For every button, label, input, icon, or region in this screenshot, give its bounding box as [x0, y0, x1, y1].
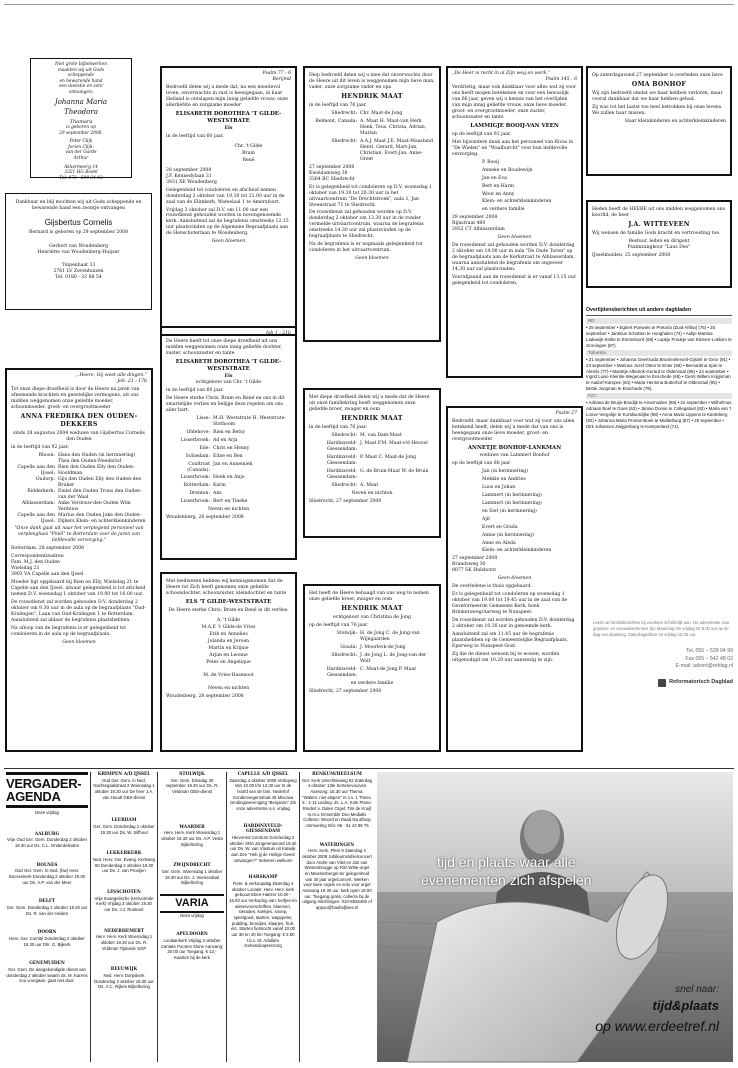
family-list: Rhoon: Hans den Ouden (in herinnering) Thea den Ouden-Neederlof Capelle aan den IJssel: Rien den Ouden Elly den Ouden-Hoofdman Oudorp: Gijs den Ouden Elly den Ouden-den Bruker Ridderkerk: Emiel den Ouden Truus den Ouden-van der Waal Alblasserdam: Anke Verdouw-den Ouden Wim Verdouw Capelle aan den IJssel: Marius den Ouden Joke den Ouden-Dijkers Klein- en achterkleinkinderen	[17, 452, 146, 524]
baby-name: Gijsbertus Cornelis	[44, 217, 113, 227]
deceased-name: ELISABETH DOROTHEA 'T GILDE-WESTSTRATE	[175, 110, 282, 124]
obituary-maat-3: Het heeft de Heere behaagd van ons weg te nemen onze geliefde broer, zwager en oom HENDRIK MAAT echtgenoot van Christina de Jong op de leeftijd van 76 jaar. Stolwijk: H. de Jong C. de Jong-van Wijngaarden Gouda: J. Moorlevk-de Jong Sliedrecht: J. de Jong L. de Jong-van der Wolf Hardinxveld-Giessendam: C. Maat-de Jong P. Maat en verdere familie Sliedrecht, 27 september 2008	[303, 584, 441, 752]
varia-title: VARIA	[160, 894, 224, 913]
section-rule	[4, 768, 734, 769]
top-rule	[4, 4, 734, 5]
death-notices-title: Overlijdensberichten uit andere dagbladen	[586, 307, 732, 316]
deceased-name: ELS 'T GILDE-WESTSTRATE	[185, 598, 272, 605]
birth-intro: Dankbaar en blij mochten wij uit Gods scheppende en bewarende hand een zoontje ontvangen	[15, 200, 142, 211]
rd-logo-icon	[658, 679, 666, 687]
agenda-col-1: VERGADER- AGENDA Deze vrijdag AALBURG Vrije Oud Ger. Gem. Donderdag 2 oktober 19.30 uur Ds. C.L. Onderdelinden BOLNES Oud Ger. Gem. in Ned. (bw) Herv. Bocsenkerk Donderdag 2 oktober 19.30 uur Ds. A.P. van der Meer DELFT Ger. Gem. Donderdag 2 oktober 19.30 uur Ds. R. van der Heiden DOORN Herv. Ger. Comité Donderdag 2 oktober 19.30 uur Dhr. G. Bijkerk GENEMUIDEN Ger. Gem. De aangekondigde dienst van donderdag 2 oktober waarin ds. M. Karens zou voorgaan, gaat niet door.	[6, 772, 88, 1062]
ad-brand: tijd&plaats	[652, 998, 719, 1013]
agenda-divider	[90, 772, 91, 1062]
deceased-name: OMA BONHOF	[631, 80, 687, 88]
email-link[interactable]: E-mail: advert@refdag.nl	[675, 663, 733, 670]
fax: Fax 055 – 542 48 02	[685, 655, 733, 662]
baby-name: Johanna Maria	[54, 98, 108, 107]
section-nd: ND	[586, 318, 732, 324]
notice-oma-bonhof: Op zaterdagavond 27 september is overleden onze lieve OMA BONHOF Wij zijn bedroefd omdat we haar hebben verloren, maar vooral dankbaar dat we haar hebben gehad. Zij was tot het laatst toe heel betrokken bij onze levens. We zullen haar missen. Haar kleinkinderen en achterkleinkinderen	[586, 66, 732, 176]
deceased-name: ANNETJE BONHOF-LANKMAN	[467, 444, 562, 451]
obituary-t-gilde-3: Met leedwezen hebben wij kennisgenomen dat de Heere tot Zich heeft genomen onze geliefde schoondochter, schoonzuster, kleindochter en tante ELS 'T GILDE-WESTSTRATE De Heere sterke Chris, Bram en René in dit verlies. A. 't Gilde M.A.F. 't Gilde-de Vries Erik en Annelies Jolanda en Jeroen Martin en Krijnie Arjan en Leonne Peter en Angelique M. de Vries-Hasenoot Neven en nichten Woudenberg, 28 september 2008	[160, 572, 297, 752]
deceased-name: HENDRIK MAAT	[341, 604, 403, 612]
agenda-divider	[226, 772, 227, 1062]
agenda-col-4: CAPELLE A/D IJSSEL Zaterdag 4 oktober 2008 Verkoping Van 10.00 t/m 13.30 uur In de hoofd van de fam. Nederlof Gondenvegenstraat 45 Mixcasa zendingsvereniging "Benjamin" Zie onze advertentie a.s. vrijdag HARDINXVELD-GIESSENDAM Hervormd Centrum Donderdag 2 oktober SRA Jongerenavond 19.30 uur Ds. W. van Vlastuin uit Katwijk aan Zee "Heb jij de Heilige Geest ontvangen?" Iedereen welkom! HARSKAMP Fiets- & verkoopdag Zaterdag 4 oktober Locatie: Herv. Herv. kerk gebouw Eben-Haëzer 10.00 - 15.00 uur Verkoping van: kerfjes-en wintervoorschriften, bloemen, sieraden, koekjes, snoep, speelgoed, taarten, wapppeler, pudding, broodjes, klaarjes, fruit, etc. Starten fietstocht vanaf 10.00 uur 30 en 40 km Toegang: € 2,50 t.b.v. St. Adullam Gehandicaptenzorg	[229, 772, 297, 949]
baby-name-2: Theodora	[64, 107, 98, 116]
obituary-t-gilde-1: Psalm 77 : 6 Berijmd Bedroefd delen wij u mede dat, na een moeitevol leven, onverwachts in rust is heengegaan, in haar Heiland is ontslapen mijn innig geliefde vrouw, onze allerliefste en zorgzame moeder ELISABETH DOROTHEA 'T GILDE-WESTSTRATE Els in de leeftijd van 60 jaar. Chr. 't Gilde Bram René 28 september 2008 J.F. Kennedylaan 31 3931 XE Woudenberg Gelegenheid tot condoleren en afscheid nemen donderdag 2 oktober van 19.30 tot 21.00 uur in de zaal van de Elimkerk, Wateelaal 1 te Amersfoort. Vrijdag 3 oktober zal D.V. om 11.00 uur een rouwdienst gehouden worden in bovengenoemde kerk. Aansluitend zal de begrafenis omstreeks 12.15 uur plaatsvinden op de Algemene Begraafplaats aan de Henschoterlaan te Woudenberg. Geen bloemen	[160, 66, 297, 336]
obituary-bonhof: Psalm 27 Bedroefd, maar dankbaar voor wat zij voor ons allen betekend heeft, delen wij u mede dat van ons is heengegaan onze lieve moeder, groot- en overgrootmoeder ANNETJE BONHOF-LANKMAN weduwe van Lammert Bonhof op de leeftijd van 88 jaar. Jan (in herinnering) Mekkie en Andries Luus en Johan Lammert (in herinnering) Lammert (in herinnering) en Siet (in herinnering) Ajit Evert en Grada Annie (in herinnering) Anne en Aleda Klein- en achterkleinkinderen 27 september 2008 Brandsweg 30 8077 SK Hulshorst Geen bloemen De overledene is thuis opgebaard. Er is gelegenheid tot condoleren op woensdag 1 oktober van 19.00 tot 19.45 uur in de zaal van de Gereformeerde Gemeente Kerk, hoek Brinkersweg/Aarweg te Nunspeet. De rouwdienst zal worden gehouden D.V. donderdag 2 oktober om 10.30 uur in genoemde kerk. Aansluitend zal om 11.45 uur de begrafenis plaatshebben op de Gemeentelijke Begraafplaats, Eperweg te Nunspeet-Oost. Zij die de dienst wensen bij te wonen, worden uitgenodigd om 10.20 uur aanwezig te zijn.	[446, 406, 583, 752]
deceased-name: ANNA FREDRIKA DEN OUDEN-DEKKERS	[20, 412, 138, 428]
notice-witteveen: Heden heeft de HEERE uit ons midden weggenomen ons koorlid, de heer J.A. WITTEVEEN Wij wensen de familie Gods kracht en vertroosting toe. Bestuur, leden en dirigent Psalmzangkoor "Laus Deo" IJsselmuiden, 25 september 2008	[586, 200, 732, 288]
obituary-t-gilde-2: Job 1 : 21b De Heere heeft tot onze diepe droefheid uit ons midden weggenomen onze innig geliefde dochter, zuster, schoonzuster en tante ELISABETH DOROTHEA 'T GILDE-WESTSTRATE Els echtgenote van Chr. 't Gilde in de leeftijd van 60 jaar. De Heere sterke Chris, Bram en René en ons in dit smartelijke verlies en belijge deze regelen om ons aller hart. Lisse: M.H. Weststrate H. Weststrate-Slothoom Oldehove: Rien en Betsy Lisserbroek: Ad en Arja Ede: Chris en Henny Schiedam: Eline en Ben Coaltrust (Canada): Jan en Annemiek Lisserbroek: Henk en Anjo Botterdam: Karin Drenten: Ans Lisserbroek: Bert en Tineke Neven en nichten Woudenberg, 28 september 2008	[160, 326, 297, 560]
agenda-col-5: RENKUM/HEELSUM Ger. Kerk Utrechtseweg 92 Zaterdag 4 oktober 13te Sertenevooivsn Aanvang: 16.30 uur Thema: "Walem. niet slapen" m.n.v. 1 Thess. 5 : 1-11 Leiding: ds. L.A. Kole Piano: Rindert v. Dalen Orgel: Tim de Kruijf m.m.v. Ensemble Deo Medialls Collecte: Woord en Daad Na afloop ontmoeting Info: 06 - 51 42 89 76 WATERINGEN Herv. Kerk, Plein 9 Zaterdag 4 oktober 2008 Jubileumslofselconcert door Andre van Vliet en Jan van Westenbrugge op Ritz-Witte-orgel en Meesterbergel ter gelegenheid van 40 jaar orgelconcert. Werken voor twee orgels en solo voor orgel Aanvang 19.30 uur, kerk open 19.00 uur. Toegang gratis, collecte bij de uitgang Inlichtingen: 010-5925460 of appoo@haubs[lives.nl	[302, 772, 372, 911]
deceased-name: ELISABETH DOROTHEA 'T GILDE-WESTSTRATE	[175, 358, 282, 372]
death-notices-other-papers: Overlijdensberichten uit andere dagbladen ND • 25 september • Egbert Poewels te Pretoria (Zuid-Afrika) (76) • 25 september • Jantinus Schutten te Hooghalen (74) • Aaltje Martina Ladewijk-Stolte te Emmeloord (69) • Lupkje Froukje van Kleinen-Lokkien te Groningen (87). Tubantia • 21 september • Johanna Geertruida Brummelervelt-Gijsink te Geor (91) • 23 september • Marinus Jozef Otten te Enter (58) • Bernardina Spie te Almelo (77) • Mariëtje Alberink-Gerard te Oldenzaal (88) • 24 september • Ingrid Luise Kleintie-Wegenaar te Enschede (68) • Gerrit Willem Krijgsman te Aadorf-Kampen (84) • Maria Hermina Butterhof te Oldenzaal (95) • Bettie Jongman te Enschede (79). PZC • Adriana de Bruijn-Bosdijk te Arnemuiden (86) • 24 september • Wilhelmus Adriaan Boel te Goes (62) • Jannie Donse te Collegabuit (83) • Maria van 't Loove-Vergoltje te Kortdwordijke (88) • Anna Maria Lippens te Kanteberg (92) • Johanna Maria Pronse-Boek te Middelburg (87) • 25 september • Dirk Johannes Zwijgenburg te Kamperland (71).	[586, 307, 732, 429]
telephone: Tel. 055 – 538 04 99	[685, 648, 733, 655]
obituary-maat-1: Diep bedroefd delen wij u mee dat onverwachts door de Heere uit dit leven is weggenomen mijn lieve man, vader, onze zorgzame vader en opa HENDRIK MAAT in de leeftijd van 76 jaar. Sliedrecht: Chr. Maat-de Jong Belmont, Canada: A. Maat H. Maat-van Herk Henk, Teus, Christa, Adrian, Marian Sliedrecht: A.A.J. Maat J.E. Maat-Maasland Henri, Gerard, Mart-Jan, Christian, Evert-Jan, Anne-Greet 27 september 2008 Kweldamweg 38 3364 BC Sliedrecht Er is gelegenheid tot condoleren op D.V. woensdag 1 oktober van 19.30 tot 20.30 uur in het uitvaartcentrum "De Drechtstroek", aula 1, Jan Steenstraat 71 te Sliedrecht. De rouwdienst zal gehouden worden op D.V. donderdag 2 oktober om 13.30 uur in de ronder vermelde uitvaartcentrum, waarna de begrafenis omstreeks 14.30 uur zal plaatsvinden op de begraafplaats te Sliedrecht. Na de begrafenis is er nogmaals gelegenheid tot condoleren in het uitvaartcentrum. Geen bloemen	[303, 66, 441, 342]
family-list: Sliedrecht: Chr. Maat-de Jong Belmont, Canada: A. Maat H. Maat-van Herk Henk, Teus, Christa, Adrian, Marian Sliedrecht: A.A.J. Maat J.E. Maat-Maasland Henri, Gerard, Mart-Jan, Christian, Evert-Jan, Anne-Greet	[315, 110, 433, 162]
ad-url-link[interactable]: op www.erdeetref.nl	[595, 1018, 719, 1034]
agenda-title: VERGADER- AGENDA	[6, 772, 88, 808]
family-list: Sliedrecht: M. van Dam-Maat Hardinxveld-Giessendam: J. Maat P.M. Maat-v/d Heuvel Hardinxveld-Giessendam: P. Maat C. Maat-de Jong Hardinxveld-Giessendam: G. de Bruin-Maat W. de Bruin Sliedrecht: A. Maat	[326, 432, 429, 488]
agenda-divider	[299, 772, 300, 1062]
logo-text: Reformatorisch Dagblad	[669, 678, 733, 685]
obituary-booij: „De Heer is recht in al Zijn weg en werk.” Psalm 145 : 6 Verdrietig, maar ook dankbaar voor alles wat zij voor ons heeft mogen betekenen en voor een bewuslijk van 66 jaar, geven wij u kennis van het overlijden van mijn innig geliefde vrouw, onze lieve moeder, groot- en overgrootmoeder, onze zuster, schoonzuster en tante LAMMIGJE BOOIJ-VAN VEEN op de leeftijd van 92 jaar. Met bijzondere dank aan het personeel van Rivas in "De Wielen" en "Waalburcht" voor hun liefdevolle verzorging. P. Booij Anneke en Boudewijn Jan en Eva Bert en Harm Wout en Anny Klein- en achterkleinkinderen en verdere familie 28 september 2008 Rijnstraat 480 2952 CT Alblasserdam Geen bloemen De rouwdienst zal gehouden worden D.V. donderdag 2 oktober om 14.00 uur in aula "De Oude Toren" op de begraafplaats aan de Kerkstraat te Alblasserdam, waarna aansluitend de begrafenis om ongeveer 14.30 uur zal plaatsvinden. Voorafgaand aan de rouwdienst is er vanaf 13.15 uur gelegenheid tot condoleren.	[446, 66, 583, 378]
advertising-info: Leest uw familieberichten bij voorkeur schriftelijk aan. De advertentie voor gepaste- en rouwadvertenties zijn Maandag t/m vrijdag tot 9.00 uur op de dag van plaatsing. Zaterdagedition tot vrijdag 16.30 uur. Tel. 055 – 538 04 99 Fax 055 – 542 48 02 E-mail: advert@refdag.nl Reformatorisch Dagblad	[593, 620, 733, 685]
section-pzc: PZC	[586, 393, 732, 399]
deceased-name: HENDRIK MAAT	[341, 414, 403, 422]
birth-notice-gijsbertus: Dankbaar en blij mochten wij uit Gods scheppende en bewarende hand een zoontje ontvangen Gijsbertus Cornelis Bernard is geboren op 29 september 2008 Gerbert van Woudenberg Henriëtte van Woudenberg-Huijzer Tinpenhaat 33 2761 LV Zevenhuizen Tel. 0180 - 32 88 54	[5, 193, 152, 310]
deceased-name: J.A. WITTEVEEN	[628, 220, 690, 228]
agenda-col-2: KRIMPEN A/D IJSSEL Oud Ger. Gem. in Ned. Nachtegaalstraat 2 Woensdag 1 oktober 19.30 uur De heer J.A. van Houdt GBS-dienst LEERDAM Ger. Gem. Donderdag 2 oktober 19.30 uur Ds. W. Silfhout LEKKERKERK Ned. Herv. Ger. Evang. Kerkweg 60 Donderdag 2 oktober 19.30 uur Ds. J. van Prooijen LINSCHOTEN Vrije Evangelische (Hervormde Kerk) Vrijdag 3 oktober 19.30 uur Ds. J.J. Roeleart NEDERHEMERT Herv. Herv. Kerk Woensdag 1 oktober 19.30 uur Ds. R. Veldman Tijdeede SGP REEUWIJK Ned. Herv. Dorpskerk Donderdag 2 oktober 19.30 uur Ds. A.C. Rijken Bijbellezing	[93, 772, 156, 990]
birth-notice-thamara: Niet grote bijbelwerken maakten wij uit Gods scheppende en bewarende hand een doelstie en zonr ontvangen: Johanna Maria Theodora Thamara is geboren op 29 september 2008. Peter Clijk Jorien Clijk- van der Garde Arthur Akkermeerg 14 3321 HG Bodel Tel. 073 - 599 34 63	[30, 58, 132, 178]
obituary-maat-2: Met diepe droefheid delen wij u mede dat de Heere uit onze familiekring heeft weggenomen onze geliefde broer, zwager en oom HENDRIK MAAT in de leeftijd van 76 jaar. Sliedrecht: M. van Dam-Maat Hardinxveld-Giessendam: J. Maat P.M. Maat-v/d Heuvel Hardinxveld-Giessendam: P. Maat C. Maat-de Jong Hardinxveld-Giessendam: G. de Bruin-Maat W. de Bruin Sliedrecht: A. Maat Neven en nichten Sliedrecht, 27 september 2008	[303, 388, 441, 538]
ad-tagline-1: tijd en plaats waar alle	[437, 854, 576, 870]
event-advertisement[interactable]	[377, 772, 733, 1062]
ad-tagline-2: evenementen zich afspelen	[421, 872, 592, 888]
baby-nickname: Thamara	[69, 118, 93, 125]
section-tubantia: Tubantia	[586, 350, 732, 356]
deceased-name: LAMMIGJE BOOIJ-VAN VEEN	[470, 122, 559, 129]
ad-snel-naar: snel naar:	[675, 984, 719, 995]
obituary-den-ouden: „ Heere, Gij weet alle dingen.” Joh. 21 : 17b Tot onze diepe droefheid is door de Heere na jaren van afnemende krachten en geestelijke vermogens, uit ons midden weggenomen onze geliefde moeder, schoonmoeder, groot- en overgrootmoeder ANNA FREDRIKA DEN OUDEN-DEKKERS sinds 28 augustus 2004 weduwe van Gijsbertus Cornelis den Ouden in de leeftijd van 92 jaar. Rhoon: Hans den Ouden (in herinnering) Thea den Ouden-Neederlof Capelle aan den IJssel: Rien den Ouden Elly den Ouden-Hoofdman Oudorp: Gijs den Ouden Elly den Ouden-den Bruker Ridderkerk: Emiel den Ouden Truus den Ouden-van der Waal Alblasserdam: Anke Verdouw-den Ouden Wim Verdouw Capelle aan den IJssel: Marius den Ouden Joke den Ouden-Dijkers Klein- en achterkleinkinderen "Onze dank gaat uit naar het verplegend personeel van verpleeghuis "Pniël" te Rotterdam voor de jaren van liefdevolle verzorging." Rotterdam, 28 september 2008 Correspondentieadres: Fam. M.J. den Ouden Wielsdag 21 3903 VA Capelle aan den IJssel Moeder ligt opgebaard bij Rien en Elly, Wielsdag 21 te Capelle aan den IJssel, alwaar gelegenheid is tot afscheid nemen D.V. woensdag 1 oktober van 19.00 tot 16.00 uur. De rouwdienst zal worden gehouden D.V. donderdag 2 oktober om 9.30 uur in de aula op de begraafplaats "Oud-Kralingen", Laan van Oud-Kralingen 1 te Rotterdam. Aansluitend zal aldaar de begrafenis plaatshebben. Na afloop van de begrafenis is er gelegenheid tot condoleren in de aula op de begraafplaats. Geen bloemen	[5, 368, 153, 752]
agenda-col-3: STOLWIJK Ger. Gem. Dinsdag 30 september 19.30 uur Ds. R. Veldman GBS-dienst WAARDER Herv. Herv. Kerk Woensdag 1 oktober 19.30 uur Ds. A.P. Vesta Bijbellezing ZWIJNDRECHT Ger. Gem. Woensdag 1 oktober 19.30 uur Ds. J. Veenendaal Bijbellezing VARIA Deze vrijdag APELDOORN Loolaankerk Vrijdag 3 oktober Cantate Poortes Slone Aanvang: 20.00 uur Toegang: € 12,- Kaarten bij de kerk	[160, 772, 224, 960]
family-list: Stolwijk: H. de Jong C. de Jong-van Wijngaarden Gouda: J. Moorlevk-de Jong Sliedrecht: J. de Jong L. de Jong-van der Wolf Hardinxveld-Giessendam: C. Maat-de Jong P. Maat	[326, 630, 427, 678]
agenda-divider	[157, 772, 158, 1062]
family-list: Lisse: M.H. Weststrate H. Weststrate-Slothoom Oldehove: Rien en Betsy Lisserbroek: Ad en Arja Ede: Chris en Henny Schiedam: Eline en Ben Coaltrust (Canada): Jan en Annemiek Lisserbroek: Henk en Anjo Botterdam: Karin Drenten: Ans Lisserbroek: Bert en Tineke	[180, 415, 286, 505]
deceased-name: HENDRIK MAAT	[341, 92, 403, 100]
poem-lines: Niet grote bijbelwerken maakten wij uit Gods scheppende en bewarende hand een doelstie en zonr ontvangen:	[54, 62, 108, 95]
